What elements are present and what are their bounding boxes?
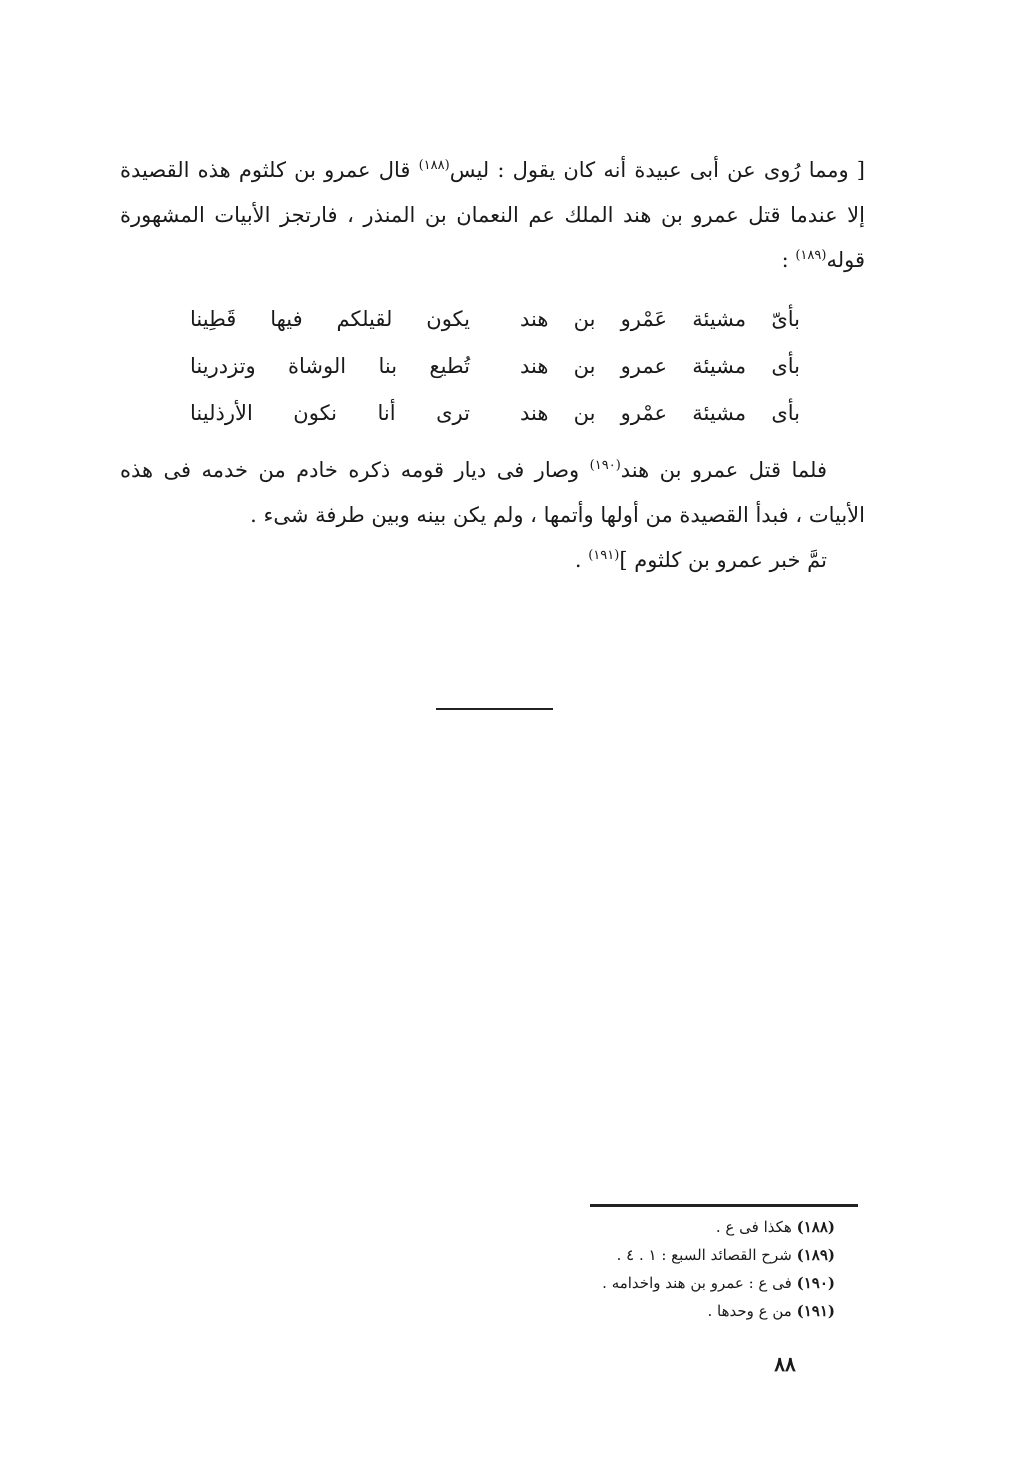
verse-word: ترى [436,401,470,425]
story-paragraph [120,448,865,583]
footnote-text: فى ع : عمرو بن هند واخدامه . [602,1274,792,1292]
section-divider [436,708,553,710]
verse-first-hemistich [520,390,800,437]
verse-second-hemistich [190,296,470,343]
footnote-ref-188: (١٨٨) [418,158,450,173]
footnotes [520,1213,835,1325]
story-text-1: فلما قتل عمرو بن هند [620,458,827,482]
verse-word: أنا [377,401,396,425]
verse-word: عَمْرو [620,307,668,331]
verse-word: الأرذلينا [190,401,253,425]
verse-word: قَطِينا [190,307,237,331]
footnote-item [520,1269,835,1297]
verse-word: هند [520,307,549,331]
verse-word: بن [573,401,596,425]
footnote-item [520,1297,835,1325]
intro-text-2: قال عمرو بن كلثوم هذه القصيدة إلا عندما قتل عمرو بن هند الملك عم النعمان بن المنذر ، فارتجز الأبيات المشهورة قوله [120,158,865,272]
verse-first-hemistich [520,343,800,390]
verse-line [190,296,800,343]
verse-word: مشيئة [692,354,747,378]
closing-end: . [574,548,582,572]
verse-word: تُطيع [429,354,470,378]
verse-word: يكون [426,307,470,331]
footnote-item [520,1213,835,1241]
footnotes-divider [590,1204,858,1207]
closing-text: تمَّ خبر عمرو بن كلثوم ] [619,548,827,572]
verse-word: بن [573,354,596,378]
verse-word: بنا [378,354,398,378]
footnote-text: هكذا فى ع . [715,1218,792,1236]
intro-paragraph [120,148,865,283]
verse-word: عمْرو [620,401,668,425]
verse-word: عمرو [620,354,668,378]
verse-word: بن [573,307,596,331]
footnote-text: شرح القصائد السبع : ١ . ٤ . [616,1246,792,1264]
verse-word: لقيلكم [336,307,393,331]
verse-word: بأى [771,401,800,425]
intro-text-1: [ ومما رُوى عن أبى عبيدة أنه كان يقول : ليس [449,158,865,182]
verse-word: فيها [270,307,303,331]
footnote-ref-190: (١٩٠) [589,458,621,473]
footnote-number: (١٨٨) [796,1218,835,1236]
footnote-text: من ع وحدها . [707,1302,792,1320]
footnote-number: (١٨٩) [796,1246,835,1264]
verse-word: وتزدرينا [190,354,256,378]
poem-verses [190,296,800,437]
verse-word: مشيئة [692,307,747,331]
verse-word: بأىّ [771,307,800,331]
verse-word: مشيئة [692,401,747,425]
verse-word: هند [520,401,549,425]
verse-second-hemistich [190,390,470,437]
footnote-ref-189: (١٨٩) [795,248,827,263]
intro-text-3: : [781,248,789,272]
verse-second-hemistich [190,343,470,390]
verse-word: نكون [293,401,338,425]
footnote-item [520,1241,835,1269]
verse-first-hemistich [520,296,800,343]
story-text-2: وصار فى ديار قومه ذكره خادم من خدمه فى هذه الأبيات ، فبدأ القصيدة من أولها وأتمها ، ولم يكن بينه وبين طرفة شىء . [120,458,865,527]
footnote-number: (١٩٠) [796,1274,835,1292]
page-number: ٨٨ [774,1352,796,1376]
footnote-number: (١٩١) [796,1302,835,1320]
footnote-ref-191: (١٩١) [588,548,620,563]
verse-line [190,390,800,437]
verse-word: الوشاة [288,354,347,378]
closing-line [120,538,865,583]
verse-word: بأى [771,354,800,378]
verse-word: هند [520,354,549,378]
verse-line [190,343,800,390]
